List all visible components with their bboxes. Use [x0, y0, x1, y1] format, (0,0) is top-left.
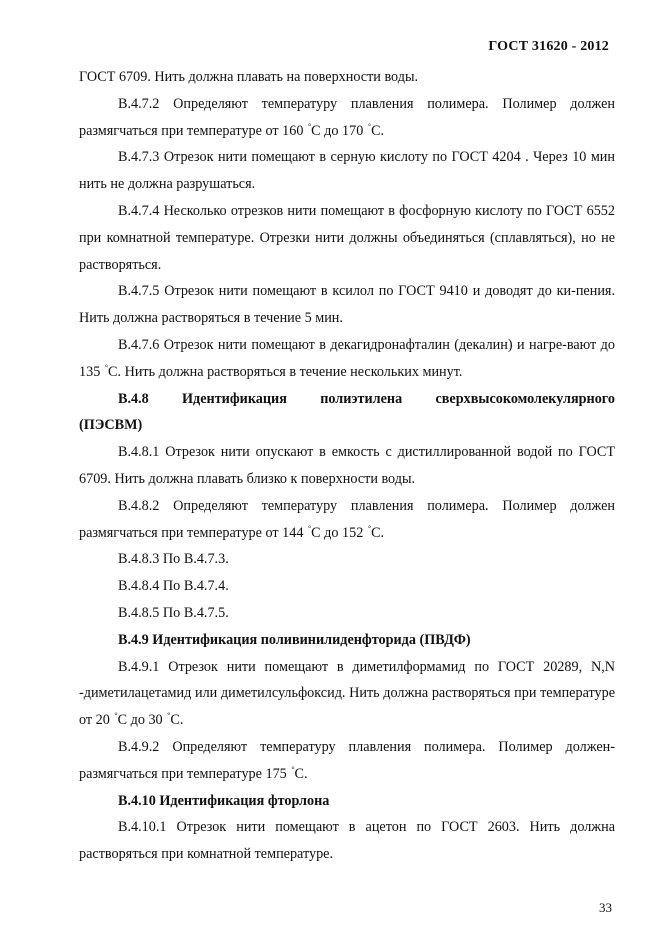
paragraph: В.4.8.4 По В.4.7.4.	[118, 578, 229, 595]
section-heading-b49: В.4.9 Идентификация поливинилиденфторида (ПВДФ)	[118, 631, 471, 648]
paragraph: В.4.8.2 Определяют температуру плавления полимера. Полимер должен размягчаться при температуре от 144 °С до 152 °С.	[79, 497, 615, 541]
paragraph: В.4.7.5 Отрезок нити помещают в ксилол по ГОСТ 9410 и доводят до ки-пения. Нить должна растворяться в течение 5 мин.	[79, 283, 615, 327]
section-heading-b410: В.4.10 Идентификация фторлона	[118, 792, 330, 809]
paragraph: В.4.9.2 Определяют температуру плавления полимера. Полимер должен-размягчаться при температуре 175 °С.	[79, 738, 615, 782]
standard-header: ГОСТ 31620 - 2012	[488, 39, 609, 54]
page-number: 33	[599, 900, 612, 915]
paragraph: В.4.9.1 Отрезок нити помещают в диметилформамид по ГОСТ 20289, N,N -диметилацетамид или диметилсульфоксид. Нить должна растворяться при температуре от 20 °С до 30 °С.	[79, 658, 615, 729]
document-body	[79, 64, 615, 868]
section-heading-b48-tail: (ПЭСВМ)	[79, 417, 143, 434]
section-heading-b48: В.4.8 Идентификация полиэтилена сверхвысокомолекулярного	[118, 390, 615, 407]
paragraph: В.4.8.3 По В.4.7.3.	[118, 551, 229, 568]
paragraph: В.4.10.1 Отрезок нити помещают в ацетон по ГОСТ 2603. Нить должна растворяться при комнатной температуре.	[79, 819, 615, 863]
paragraph: В.4.7.2 Определяют температуру плавления полимера. Полимер должен размягчаться при температуре от 160 °С до 170 °С.	[79, 95, 615, 139]
paragraph: В.4.7.3 Отрезок нити помещают в серную кислоту по ГОСТ 4204 . Через 10 мин нить не должна разрушаться.	[79, 149, 615, 193]
paragraph: В.4.8.5 По В.4.7.5.	[118, 604, 229, 621]
paragraph: В.4.7.6 Отрезок нити помещают в декагидронафталин (декалин) и нагре-вают до 135 °С. Нить должна растворяться в течение нескольких минут.	[79, 336, 615, 380]
paragraph: В.4.7.4 Несколько отрезков нити помещают в фосфорную кислоту по ГОСТ 6552 при комнатной температуре. Отрезки нити должны объединяться (сплавляться), но не растворяться.	[79, 202, 615, 273]
paragraph: В.4.8.1 Отрезок нити опускают в емкость с дистиллированной водой по ГОСТ 6709. Нить должна плавать близко к поверхности воды.	[79, 444, 615, 487]
paragraph: ГОСТ 6709. Нить должна плавать на поверхности воды.	[79, 69, 419, 85]
